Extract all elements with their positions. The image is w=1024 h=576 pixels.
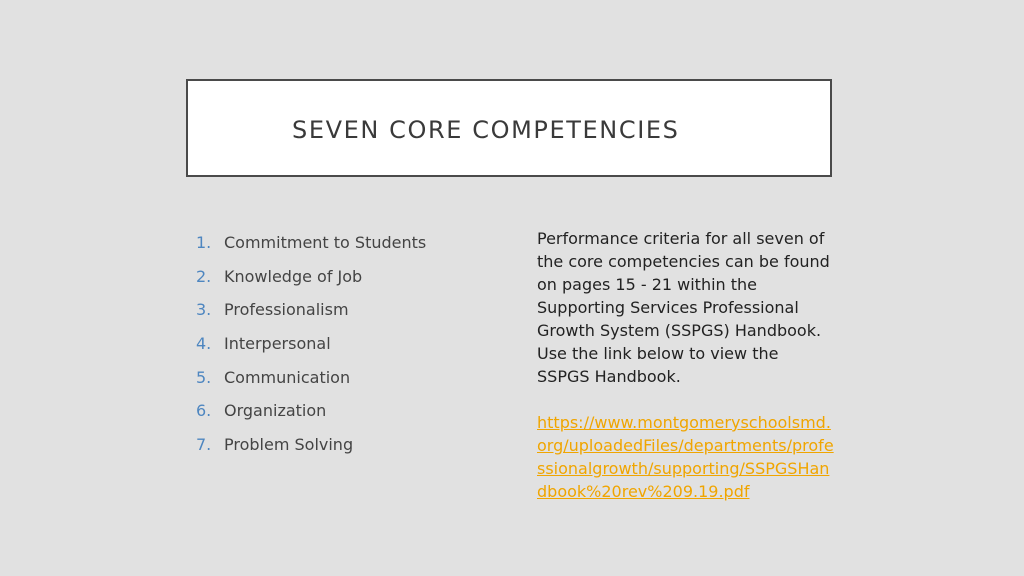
description-block — [537, 227, 834, 503]
competency-list — [196, 226, 426, 462]
description-line: on pages 15 - 21 within the — [537, 275, 758, 294]
list-item-label: Knowledge of Job — [224, 266, 363, 286]
list-item-number: 6. — [196, 401, 212, 421]
list-item-number: 3. — [196, 300, 212, 320]
list-item-label: Communication — [224, 367, 351, 387]
list-item — [196, 394, 426, 428]
paragraph-spacer — [537, 388, 829, 411]
list-item — [196, 260, 426, 294]
list-item — [196, 327, 426, 361]
list-item — [196, 293, 426, 327]
description-line: Use the link below to view the — [537, 344, 779, 363]
list-item-number: 4. — [196, 333, 212, 353]
slide-title: SEVEN CORE COMPETENCIES — [292, 116, 680, 144]
list-item-number: 5. — [196, 367, 212, 387]
list-item-label: Problem Solving — [224, 434, 354, 454]
title-box — [186, 79, 832, 177]
list-item-label: Commitment to Students — [224, 232, 427, 252]
description-line: Supporting Services Professional — [537, 298, 799, 317]
description-line: Growth System (SSPGS) Handbook. — [537, 321, 822, 340]
list-item-label: Professionalism — [224, 300, 349, 320]
list-item-label: Organization — [224, 401, 327, 421]
list-item — [196, 226, 426, 260]
list-item — [196, 361, 426, 395]
link-line[interactable]: ssionalgrowth/supporting/SSPGSHan — [537, 459, 830, 478]
list-item-number: 7. — [196, 434, 212, 454]
link-line[interactable]: org/uploadedFiles/departments/profe — [537, 436, 834, 455]
list-item-number: 1. — [196, 232, 212, 252]
description-line: Performance criteria for all seven of — [537, 229, 825, 248]
link-line[interactable]: https://www.montgomeryschoolsmd. — [537, 413, 831, 432]
description-line: the core competencies can be found — [537, 252, 830, 271]
list-item-number: 2. — [196, 266, 212, 286]
list-item-label: Interpersonal — [224, 333, 331, 353]
description-line: SSPGS Handbook. — [537, 367, 681, 386]
link-line[interactable]: dbook%20rev%209.19.pdf — [537, 482, 750, 501]
handbook-link[interactable] — [537, 411, 834, 503]
list-item — [196, 428, 426, 462]
